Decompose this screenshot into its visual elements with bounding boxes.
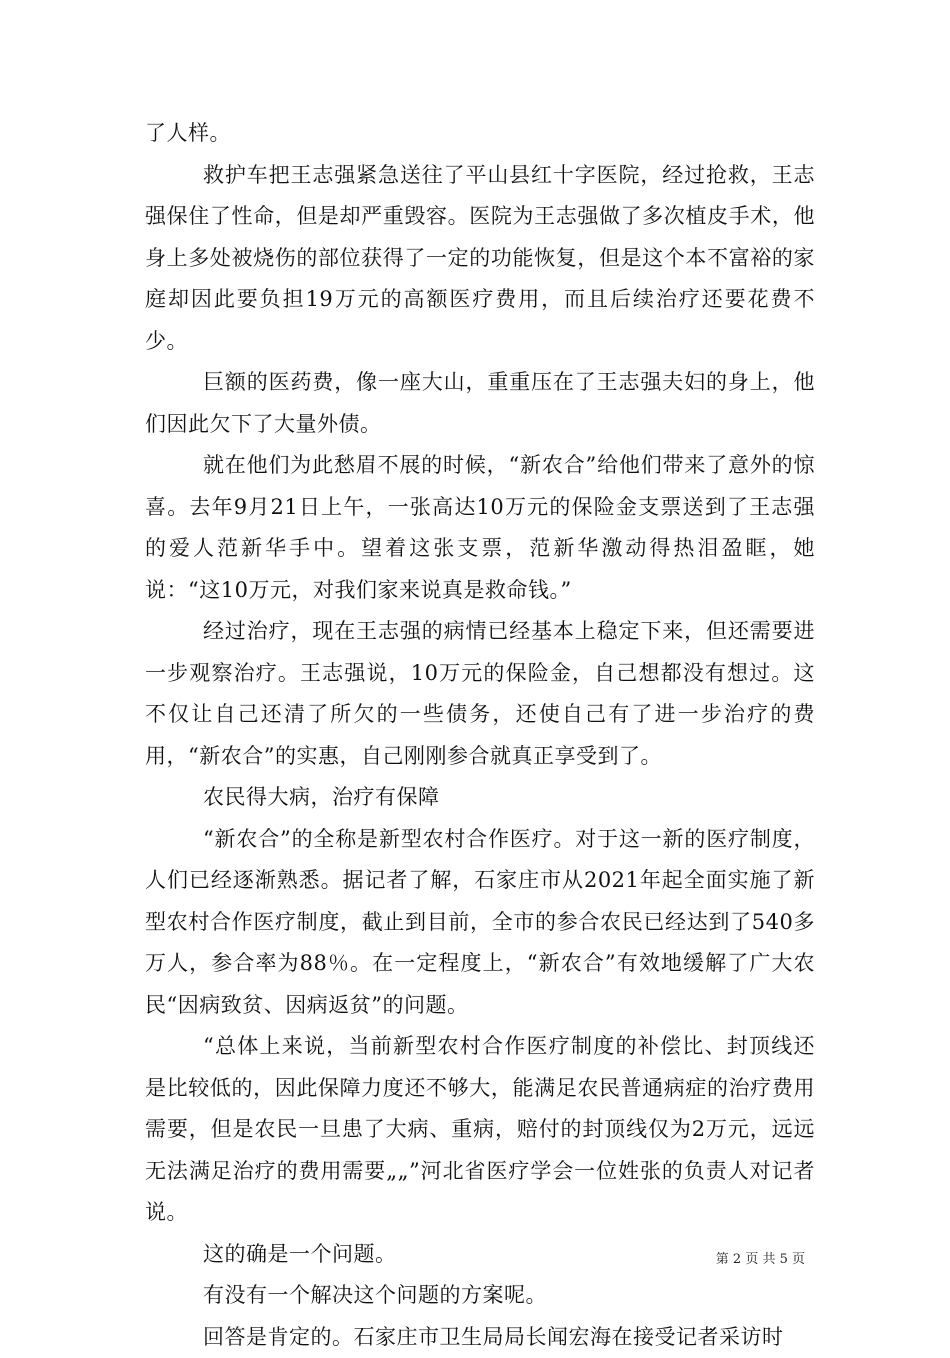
section-heading: 农民得大病，治疗有保障 [145,777,815,819]
paragraph-question: 有没有一个解决这个问题的方案呢。 [145,1275,815,1317]
paragraph-insurance-check: 就在他们为此愁眉不展的时候，“新农合”给他们带来了意外的惊喜。去年9月21日上午，一张高达10万元的保险金支票送到了王志强的爱人范新华手中。望着这张支票，范新华激动得热泪盈眶，她说：“这10万元，对我们家来说真是救命钱。” [145,445,815,611]
paragraph-answer: 回答是肯定的。石家庄市卫生局局长闻宏海在接受记者采访时 [145,1317,815,1358]
paragraph-treatment: 经过治疗，现在王志强的病情已经基本上稳定下来，但还需要进一步观察治疗。王志强说，10万元的保险金，自己想都没有想过。这不仅让自己还清了所欠的一些债务，还使自己有了进一步治疗的费用，“新农合”的实惠，自己刚刚参合就真正享受到了。 [145,611,815,777]
paragraph-xinnonghe-intro: “新农合”的全称是新型农村合作医疗。对于这一新的医疗制度，人们已经逐渐熟悉。据记者了解，石家庄市从2021年起全面实施了新型农村合作医疗制度，截止到目前，全市的参合农民已经达到了540多万人，参合率为88％。在一定程度上，“新农合”有效地缓解了广大农民“因病致贫、因病返贫”的问题。 [145,819,815,1027]
paragraph-ambulance: 救护车把王志强紧急送往了平山县红十字医院，经过抢救，王志强保住了性命，但是却严重毁容。医院为王志强做了多次植皮手术，他身上多处被烧伤的部位获得了一定的功能恢复，但是这个本不富裕的家庭却因此要负担19万元的高额医疗费用，而且后续治疗还要花费不少。 [145,155,815,363]
paragraph-quote: “总体上来说，当前新型农村合作医疗制度的补偿比、封顶线还是比较低的，因此保障力度还不够大，能满足农民普通病症的治疗费用需要，但是农民一旦患了大病、重病，赔付的封顶线仅为2万元，远远无法满足治疗的费用需要„„”河北省医疗学会一位姓张的负责人对记者说。 [145,1026,815,1234]
paragraph-problem: 这的确是一个问题。 [145,1234,815,1276]
article-body [145,113,815,1358]
page-number: 第 2 页 共 5 页 [716,1248,805,1267]
paragraph-continuation: 了人样。 [145,113,815,155]
paragraph-medical-costs: 巨额的医药费，像一座大山，重重压在了王志强夫妇的身上，他们因此欠下了大量外债。 [145,362,815,445]
